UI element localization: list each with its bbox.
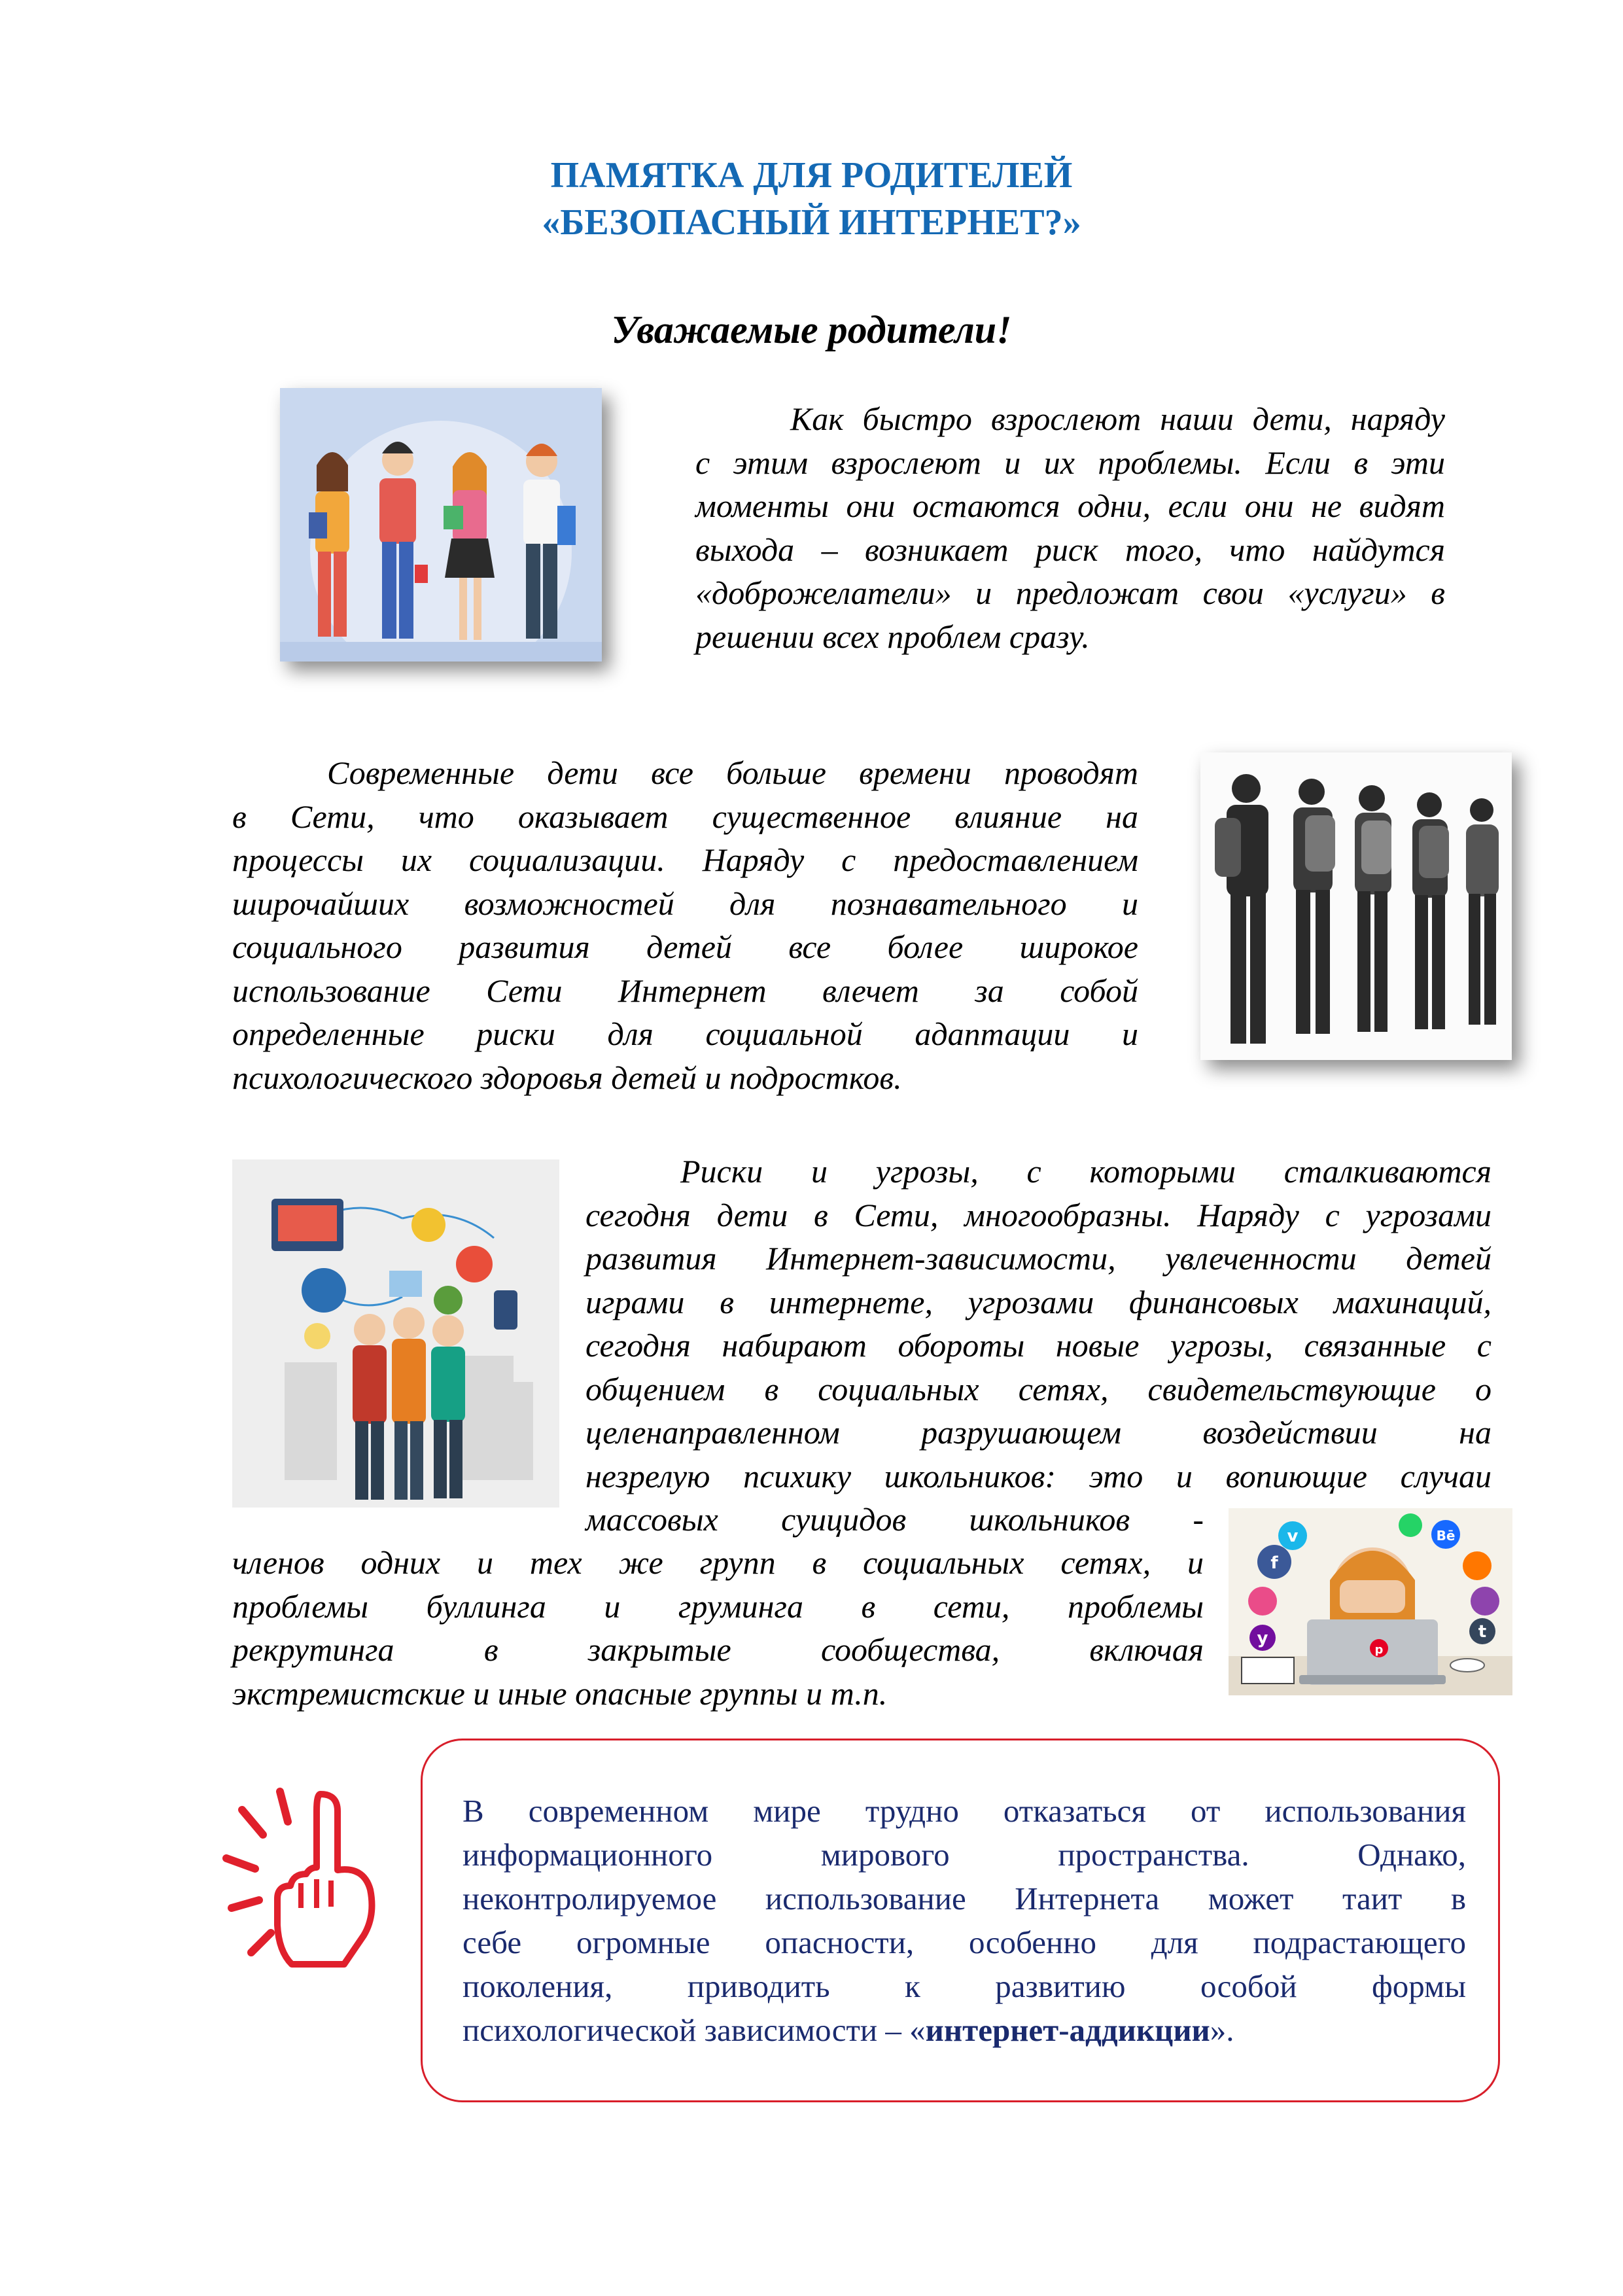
behance-icon: Bē <box>1436 1528 1456 1544</box>
socialization-line: использование Сети Интернет влечет за собой <box>232 972 1138 1009</box>
page-title-line2: «БЕЗОПАСНЫЙ ИНТЕРНЕТ?» <box>542 202 1081 243</box>
risks-line: массовых суицидов школьников - <box>585 1501 1204 1538</box>
page-title-line1: ПАМЯТКА ДЛЯ РОДИТЕЛЕЙ <box>550 155 1073 196</box>
yahoo-icon: y <box>1257 1629 1268 1648</box>
risks-line: рекрутинга в закрытые сообщества, включая <box>232 1631 1204 1668</box>
risks-paragraph-lower <box>232 1541 1204 1715</box>
intro-line: моменты они остаются одни, если они не видят <box>695 487 1445 524</box>
risks-line: проблемы буллинга и груминга в сети, проблемы <box>232 1587 1204 1625</box>
socialization-line: широчайших возможностей для познавательного и <box>232 885 1138 922</box>
socialization-line: определенные риски для социальной адаптации и <box>232 1016 1138 1052</box>
intro-line: решении всех проблем сразу. <box>695 618 1090 655</box>
risks-line: играми в интернете, угрозами финансовых махинаций, <box>585 1283 1492 1320</box>
risks-paragraph-upper <box>585 1150 1492 1498</box>
intro-line: Как быстро взрослеют наши дети, наряду <box>790 400 1445 437</box>
intro-line: «доброжелатели» и предложат свои «услуги» в <box>695 574 1445 611</box>
intro-line: с этим взрослеют и их проблемы. Если в эти <box>695 444 1445 481</box>
risks-paragraph-mid <box>585 1498 1204 1542</box>
network-teens-illustration <box>232 1159 559 1508</box>
socialization-line: Современные дети все больше времени проводят <box>327 754 1138 791</box>
risks-line: сегодня набирают обороты новые угрозы, связанные с <box>585 1327 1492 1364</box>
callout-line: информационного мирового пространства. Однако, <box>462 1837 1466 1873</box>
social-media-illustration <box>1229 1508 1512 1695</box>
risks-line: сегодня дети в Сети, многообразны. Наряду с угрозами <box>585 1196 1492 1233</box>
risks-line: незрелую психику школьников: это и вопиющие случаи <box>585 1457 1492 1494</box>
greeting-heading: Уважаемые родители! <box>611 308 1012 351</box>
intro-line: выхода – возникает риск того, что найдутся <box>695 531 1445 568</box>
risks-line: общением в социальных сетях, свидетельствующие о <box>585 1370 1492 1407</box>
callout-line: поколения, приводить к развитию особой формы <box>462 1968 1466 2004</box>
risks-line: членов одних и тех же групп в социальных сетях, и <box>232 1544 1204 1581</box>
socialization-line: психологического здоровья детей и подростков. <box>232 1059 902 1096</box>
callout-line: В современном мире трудно отказаться от использования <box>462 1793 1466 1829</box>
risks-line: развития Интернет-зависимости, увлеченности детей <box>585 1240 1492 1277</box>
socialization-line: в Сети, что оказывает существенное влияние на <box>232 798 1138 835</box>
facebook-icon: f <box>1270 1553 1278 1573</box>
callout-last-line <box>462 2008 1466 2052</box>
intro-paragraph <box>695 397 1445 658</box>
pinterest-icon: p <box>1374 1643 1384 1657</box>
vimeo-icon: v <box>1287 1527 1299 1546</box>
socialization-line: социального развития детей все более широкое <box>232 928 1138 965</box>
attention-hand-icon <box>222 1781 393 1971</box>
risks-line: целенаправленном разрушающем воздействии на <box>585 1414 1492 1451</box>
risks-line: Риски и угрозы, с которыми сталкиваются <box>680 1153 1492 1190</box>
socialization-line: процессы их социализации. Наряду с предоставлением <box>232 841 1138 878</box>
socialization-paragraph <box>232 751 1138 1099</box>
teens-illustration <box>280 388 602 662</box>
callout-last-suffix: ». <box>1210 2012 1234 2048</box>
callout-line: себе огромные опасности, особенно для подрастающего <box>462 1924 1466 1960</box>
internet-addiction-term: интернет-аддикции <box>925 2012 1210 2048</box>
callout-line: неконтролируемое использование Интернета может таит в <box>462 1881 1466 1916</box>
risks-line: экстремистские и иные опасные группы и т.п. <box>232 1674 888 1712</box>
walking-teens-sketch <box>1200 752 1512 1060</box>
tumblr-icon: t <box>1478 1622 1487 1642</box>
callout-last-prefix: психологической зависимости – « <box>462 2012 926 2048</box>
callout-text <box>462 1789 1466 2052</box>
